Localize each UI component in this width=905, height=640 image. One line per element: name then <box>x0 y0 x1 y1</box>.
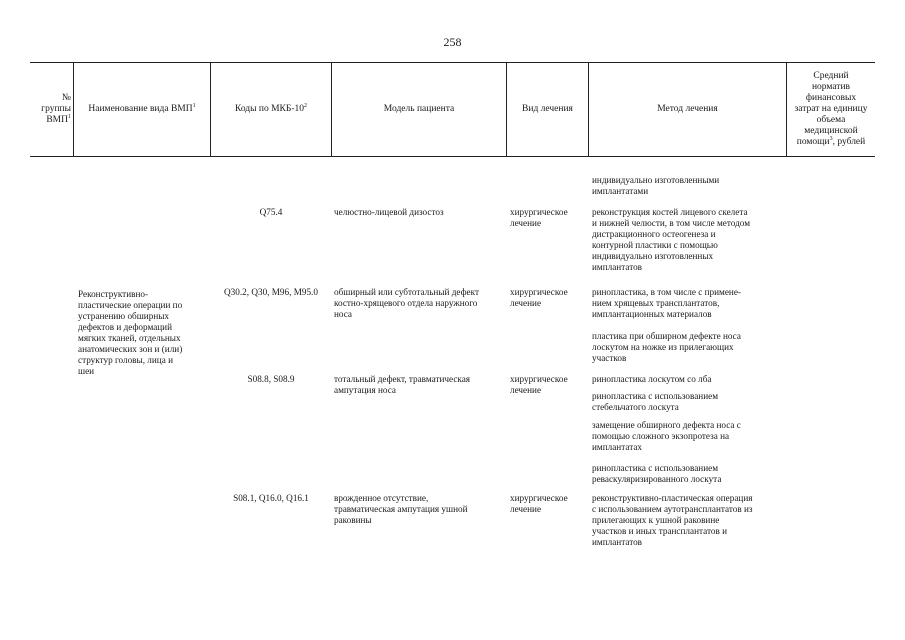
header-group-line: группы <box>41 103 71 114</box>
method-line: замещение обширного дефекта носа с <box>592 420 741 430</box>
method-line: имплантатов <box>592 262 643 272</box>
method-line: ринопластика лоскутом со лба <box>592 374 712 384</box>
footnote-mark: 1 <box>68 113 71 120</box>
header-patient-model <box>332 62 506 156</box>
group-name-line: пластические операции по <box>78 300 183 310</box>
method-line: контурной пластики с помощью <box>592 240 718 250</box>
table-row-codes: S08.1, Q16.0, Q16.1 <box>233 493 309 503</box>
table-row-codes: Q75.4 <box>259 207 283 217</box>
table-row-model <box>334 207 444 218</box>
table-row-model <box>334 374 470 396</box>
model-line: тотальный дефект, травматическая <box>334 374 471 384</box>
model-line: обширный или субтотальный дефект <box>334 287 479 297</box>
header-cost-line: Средний <box>813 70 849 81</box>
method-continuation <box>592 175 719 197</box>
header-cost-line: затрат на единицу <box>794 103 868 114</box>
table-row-treatment <box>510 287 568 309</box>
table-row-treatment <box>510 493 568 515</box>
group-name-line: мягких тканей, отдельных <box>78 333 181 343</box>
method-line: пластика при обширном дефекте носа <box>592 331 741 341</box>
header-treatment-type <box>507 62 588 156</box>
header-cost-line: помощи <box>796 136 830 147</box>
group-name-line: шеи <box>78 366 95 376</box>
group-name-line: структур головы, лица и <box>78 355 173 365</box>
model-line: ампутация носа <box>334 385 396 395</box>
method-line: ринопластика, в том числе с примене- <box>592 287 741 297</box>
group-name-line: Реконструктивно- <box>78 289 149 299</box>
table-row-model <box>334 287 479 320</box>
header-average-cost <box>787 62 875 156</box>
method-line: имплантатами <box>592 186 649 196</box>
method-line: прилегающих к ушной раковине <box>592 515 720 525</box>
model-line: врожденное отсутствие, <box>334 493 429 503</box>
table-row-codes: S08.8, S08.9 <box>247 374 295 384</box>
model-line: костно-хрящевого отдела наружного <box>334 298 478 308</box>
method-line: индивидуально изготовленными <box>592 175 720 185</box>
table-row-method <box>592 207 750 273</box>
model-line: челюстно-лицевой дизостоз <box>334 207 444 217</box>
method-line: стебельчатого лоскута <box>592 402 679 412</box>
method-line: индивидуально изготовленных <box>592 251 714 261</box>
table-row-model <box>334 493 468 526</box>
treatment-line: хирургическое <box>510 493 568 503</box>
table-row-method <box>592 287 741 320</box>
treatment-line: хирургическое <box>510 374 568 384</box>
footnote-mark: 3 <box>829 135 833 142</box>
table-row-treatment <box>510 374 568 396</box>
method-line: ринопластика с использованием <box>592 463 719 473</box>
treatment-line: лечение <box>510 385 542 395</box>
footnote-mark: 1 <box>192 102 196 109</box>
method-line: помощью сложного экзопротеза на <box>592 431 730 441</box>
method-line: имплантатов <box>592 537 643 547</box>
table-row-method <box>592 374 711 385</box>
method-line: и нижней челюсти, в том числе методом <box>592 218 751 228</box>
table-row-method <box>592 493 753 548</box>
table-row-method <box>592 331 741 364</box>
method-line: дистракционного остеогенеза и <box>592 229 716 239</box>
table-row-method <box>592 463 721 485</box>
table-row-codes: Q30.2, Q30, M96, M95.0 <box>224 287 318 297</box>
method-line: реконструкция костей лицевого скелета <box>592 207 748 217</box>
group-name-line: устранению обширных <box>78 311 169 321</box>
header-bottom-rule <box>30 156 875 157</box>
method-line: лоскутом на ножке из прилегающих <box>592 342 734 352</box>
header-group-line: № <box>61 92 71 103</box>
treatment-line: лечение <box>510 298 542 308</box>
header-icd-codes-text: Коды по МКБ-10 <box>234 103 305 114</box>
method-line: имплантационных материалов <box>592 309 712 319</box>
treatment-line: лечение <box>510 218 542 228</box>
header-patient-model-text: Модель пациента <box>383 103 455 114</box>
model-line: травматическая ампутация ушной <box>334 504 468 514</box>
header-vmp-name-text: Наименование вида ВМП <box>88 103 193 114</box>
page-number: 258 <box>443 35 462 49</box>
method-line: имплантатах <box>592 442 642 452</box>
header-cost-line: медицинской <box>804 125 858 136</box>
header-vmp-name <box>74 62 210 156</box>
method-line: с использованием аутотрансплантатов из <box>592 504 753 514</box>
group-name-line: дефектов и деформаций <box>78 322 173 332</box>
header-group-number <box>30 62 73 156</box>
method-line: нием хрящевых трансплантатов, <box>592 298 720 308</box>
header-group-line: ВМП <box>46 114 68 125</box>
table-row-treatment <box>510 207 568 229</box>
table-row-method <box>592 391 718 413</box>
footnote-mark: 2 <box>304 102 308 109</box>
header-cost-line: финансовых <box>805 92 857 103</box>
header-treatment-type-text: Вид лечения <box>522 103 573 114</box>
model-line: раковины <box>334 515 372 525</box>
header-treatment-method-text: Метод лечения <box>657 103 718 114</box>
method-line: реваскуляризированного лоскута <box>592 474 722 484</box>
method-line: участков <box>592 353 627 363</box>
method-line: ринопластика с использованием <box>592 391 719 401</box>
method-line: реконструктивно-пластическая операция <box>592 493 753 503</box>
header-treatment-method <box>589 62 786 156</box>
header-cost-line: объема <box>816 114 846 125</box>
treatment-line: хирургическое <box>510 207 568 217</box>
header-icd-codes <box>211 62 331 156</box>
treatment-line: хирургическое <box>510 287 568 297</box>
model-line: носа <box>334 309 353 319</box>
table-row-method <box>592 420 741 453</box>
header-cost-line: норматив <box>811 81 851 92</box>
group-name-line: анатомических зон и (или) <box>78 344 183 354</box>
vmp-group-name <box>78 289 182 377</box>
header-cost-line: , рублей <box>832 136 866 147</box>
method-line: участков и иных трансплантатов и <box>592 526 728 536</box>
treatment-line: лечение <box>510 504 542 514</box>
